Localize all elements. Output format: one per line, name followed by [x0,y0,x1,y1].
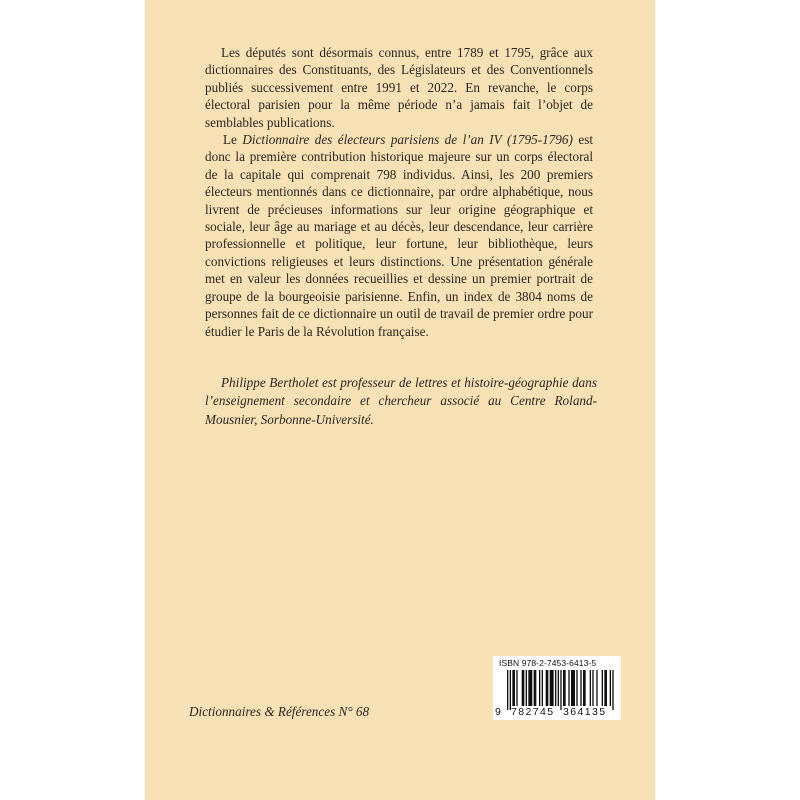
barcode-bar [555,670,556,706]
paragraph-lead: Le [223,132,243,148]
paragraph-body: est donc la première contribution historique majeure sur un corps électoral de la capitale qui comprenait 798 individus. Ainsi, les 200 premiers électeurs mentionnés dans ce dictionnaire, par ordre alphabétique, nous livrent de précieuses informations sur leur origine géographique et sociale, leur âge au mariage et au décès, leur descendance, leur carrière professionnelle et politique, leur fortune, leur bibliothèque, leurs convictions religieuses et leurs distinctions. Une présentation générale met en valeur les données recueillies et dessine un premier portrait de groupe de la bourgeoisie parisienne. Enfin, un index de 3804 noms de personnes fait de ce dictionnaire un outil de travail de premier ordre pour étudier le Paris de la Révolution française. [205,132,593,339]
isbn-barcode [493,656,621,720]
barcode-bar [592,670,593,706]
book-title: Dictionnaire des électeurs parisiens de l’an IV (1795-1796) [242,132,573,148]
blurb [205,44,593,340]
isbn-number: ISBN 978-2-7453-6413-5 [499,658,597,668]
barcode-bar [534,670,537,706]
barcode-bar [546,670,549,706]
ean-first-digit: 9 [495,706,503,718]
author-bio: Philippe Bertholet est professeur de lettres et histoire-géographie dans l’enseignement secondaire et chercheur associé au Centre Roland-Mousnier, Sorbonne-Université. [205,375,597,427]
ean-left-digits: 782745 [511,706,555,718]
barcode-bar [542,670,543,706]
barcode-bar [590,670,591,706]
barcode-bar [583,670,586,706]
barcode-bar [604,670,607,706]
barcode-bar [571,670,575,706]
barcode-bar [526,670,527,706]
barcode-bar [576,670,577,706]
barcode-bars [507,670,615,710]
barcode-bar [550,670,554,706]
blurb-paragraph-1: Les députés sont désormais connus, entre 1789 et 1795, grâce aux dictionnaires des Constituants, des Législateurs et des Conventionnels publiés successivement entre 1991 et 2022. En revanche, le corps électoral parisien pour la même période n’a jamais fait l’objet de semblables publications. [205,45,593,130]
barcode-bar [602,670,603,706]
barcode-bar [610,670,611,706]
barcode-bar [580,670,581,706]
series-label: Dictionnaires & Références N° 68 [189,704,370,719]
barcode-bar [596,670,597,706]
barcode-bar [558,670,559,706]
barcode-bar [528,670,532,706]
barcode-bar [522,670,525,706]
barcode-bar [563,670,566,706]
barcode-bar [507,670,508,710]
back-cover [145,0,655,800]
barcode-bar [539,670,540,706]
barcode-bar [510,670,511,710]
barcode-bar [560,670,561,710]
barcode-bar [612,670,613,710]
blurb-paragraph-2 [205,131,593,340]
barcode-bar [568,670,569,706]
barcode-bar [512,670,515,706]
barcode-bar [516,670,517,706]
ean-right-digits: 364135 [563,706,607,718]
